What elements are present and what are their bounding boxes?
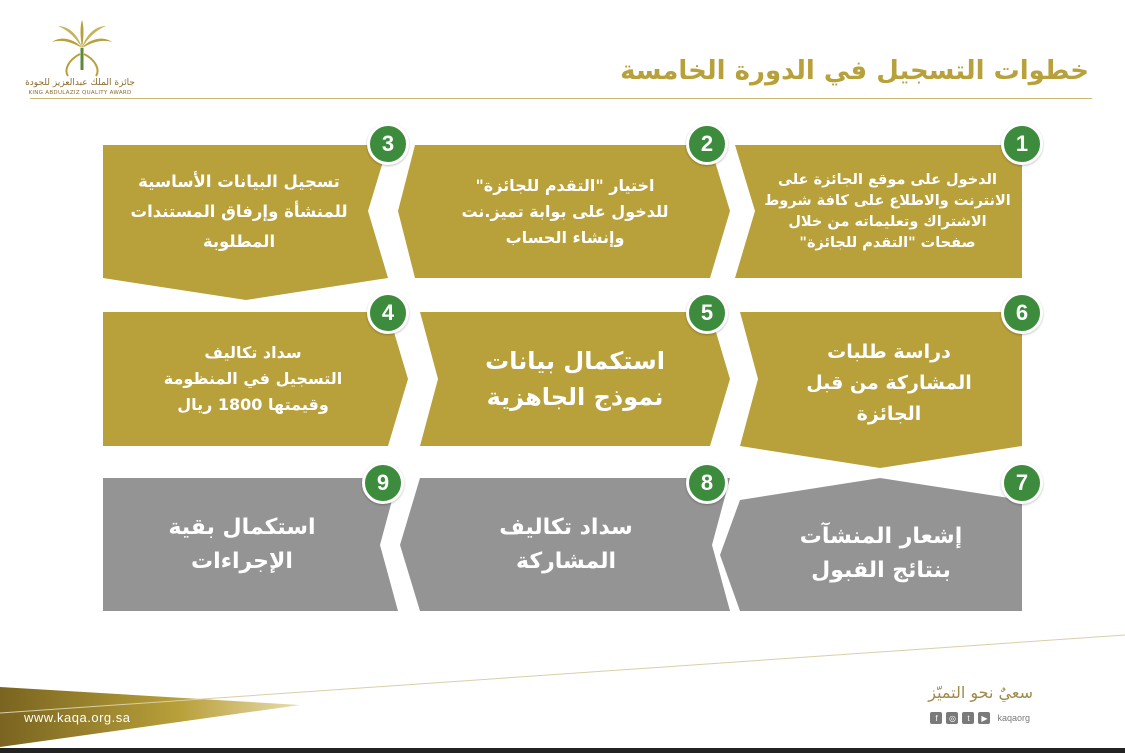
step-3-badge: 3	[367, 123, 409, 165]
facebook-icon[interactable]: f	[930, 712, 942, 724]
social-handle: kaqaorg	[997, 713, 1030, 723]
instagram-icon[interactable]: ◎	[946, 712, 958, 724]
step-4-text: سداد تكاليف التسجيل في المنظومة وقيمتها 1800 ريال	[163, 343, 343, 414]
step-8-badge: 8	[686, 462, 728, 504]
social-links	[930, 712, 1030, 724]
step-1-text: الدخول على موقع الجائزة على الانترنت والاطلاع على كافة شروط الاشتراك وتعليماته من خلال صفحات "التقدم للجائزة"	[764, 172, 1011, 251]
page-title: خطوات التسجيل في الدورة الخامسة	[620, 56, 1089, 86]
step-2-badge: 2	[686, 123, 728, 165]
step-4-badge: 4	[367, 292, 409, 334]
website-link[interactable]: www.kaqa.org.sa	[24, 710, 131, 725]
step-6-text: دراسة طلبات المشاركة من قبل الجائزة	[806, 340, 972, 425]
step-7-text: إشعار المنشآت بنتائج القبول	[799, 524, 963, 583]
logo-english-name: KING ABDULAZIZ QUALITY AWARD	[28, 90, 132, 96]
step-5-badge: 5	[686, 292, 728, 334]
step-6-badge: 6	[1001, 292, 1043, 334]
logo-arabic-name: جائزة الملك عبدالعزيز للجودة	[25, 78, 135, 88]
youtube-icon[interactable]: ▶	[978, 712, 990, 724]
twitter-icon[interactable]: t	[962, 712, 974, 724]
step-8-text: سداد تكاليف المشاركة	[499, 515, 633, 574]
step-1-badge: 1	[1001, 123, 1043, 165]
step-2-text: اختيار "التقدم للجائزة" للدخول على بوابة تميز.نت وإنشاء الحساب	[461, 176, 669, 247]
step-9-text: استكمال بقية الإجراءات	[168, 515, 316, 574]
slogan: سعيٌ نحو التميّز	[928, 683, 1033, 702]
step-9-badge: 9	[362, 462, 404, 504]
step-3-text: تسجيل البيانات الأساسية للمنشأة وإرفاق المستندات المطلوبة	[130, 172, 348, 251]
step-7-badge: 7	[1001, 462, 1043, 504]
step-5-text: استكمال بيانات نموذج الجاهزية	[485, 347, 665, 411]
bottom-border	[0, 748, 1125, 753]
